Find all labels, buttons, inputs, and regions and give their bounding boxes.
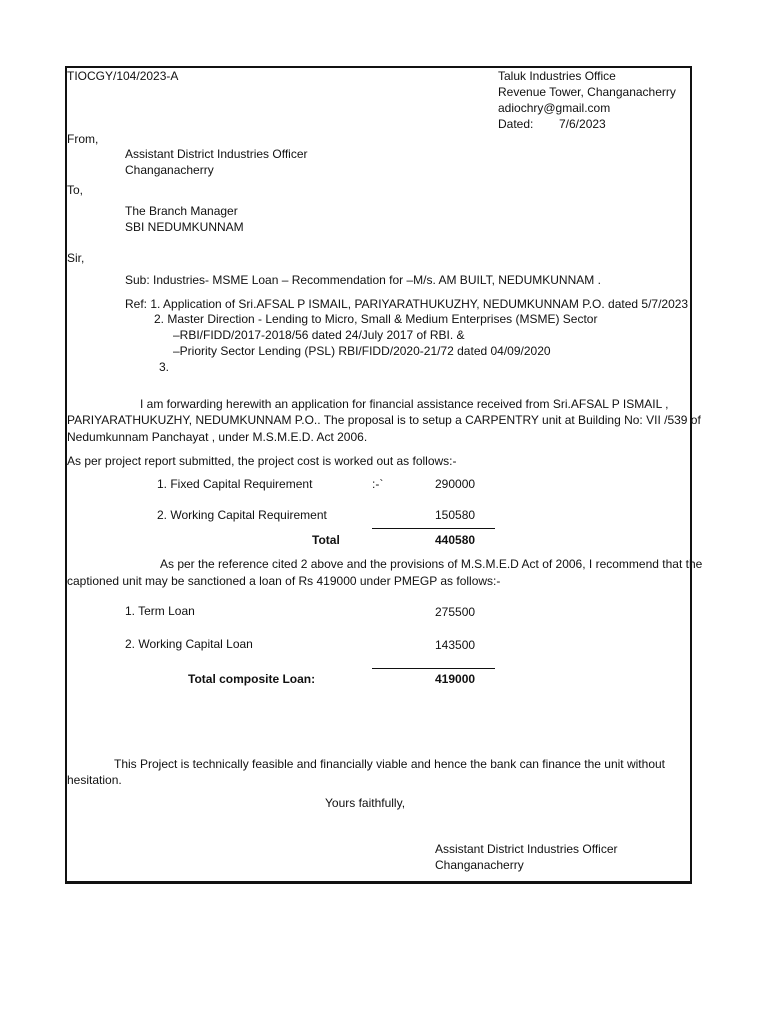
closing-line-2: hesitation. xyxy=(67,773,122,787)
cost-total-label: Total xyxy=(312,533,340,547)
loan-item-value: 275500 xyxy=(435,605,476,619)
office-address: Revenue Tower, Changanacherry xyxy=(498,85,676,99)
signature-line-1: Assistant District Industries Officer xyxy=(435,842,618,856)
yours-faithfully: Yours faithfully, xyxy=(325,796,406,810)
cost-item-label: 1. Fixed Capital Requirement xyxy=(157,477,313,491)
loan-item-value: 143500 xyxy=(435,638,476,652)
paragraph-1-line-2: PARIYARATHUKUZHY, NEDUMKUNNAM P.O.. The proposal is to setup a CARPENTRY unit at Building No: VII /539 of xyxy=(67,413,701,427)
reference-2b: –Priority Sector Lending (PSL) RBI/FIDD/2020-21/72 dated 04/09/2020 xyxy=(173,344,551,358)
cost-item-value: 150580 xyxy=(435,508,476,522)
loan-total-label: Total composite Loan: xyxy=(188,672,316,686)
letter-date: 7/6/2023 xyxy=(559,117,606,131)
reference-2: 2. Master Direction - Lending to Micro, Small & Medium Enterprises (MSME) Sector xyxy=(154,312,598,326)
to-label: To, xyxy=(67,183,84,197)
to-line-2: SBI NEDUMKUNNAM xyxy=(125,220,244,234)
cost-item-value: 290000 xyxy=(435,477,476,491)
reference-2a: –RBI/FIDD/2017-2018/56 dated 24/July 2017 of RBI. & xyxy=(173,328,465,342)
cost-item-label: 2. Working Capital Requirement xyxy=(157,508,327,522)
office-name: Taluk Industries Office xyxy=(498,69,616,83)
from-line-2: Changanacherry xyxy=(125,163,214,177)
paragraph-2-line-1: As per the reference cited 2 above and the provisions of M.S.M.E.D Act of 2006, I recommend that the xyxy=(160,557,703,571)
paragraph-2-line-2: captioned unit may be sanctioned a loan of Rs 419000 under PMEGP as follows:- xyxy=(67,574,501,588)
paragraph-1-line-1: I am forwarding herewith an application for financial assistance received from Sri.AFSAL P ISMAIL , xyxy=(140,397,669,411)
cost-total-value: 440580 xyxy=(435,533,476,547)
office-email: adiochry@gmail.com xyxy=(498,101,611,115)
cost-total-rule xyxy=(372,528,495,529)
from-label: From, xyxy=(67,132,99,146)
reference-3: 3. xyxy=(159,360,170,374)
from-line-1: Assistant District Industries Officer xyxy=(125,147,308,161)
project-cost-intro: As per project report submitted, the project cost is worked out as follows:- xyxy=(67,454,457,468)
salutation: Sir, xyxy=(67,251,85,265)
loan-item-label: 1. Term Loan xyxy=(125,604,195,618)
closing-line-1: This Project is technically feasible and financially viable and hence the bank can finance the unit without xyxy=(114,757,665,771)
reference-number: TIOCGY/104/2023-A xyxy=(67,69,179,83)
subject-line: Sub: Industries- MSME Loan – Recommendation for –M/s. AM BUILT, NEDUMKUNNAM . xyxy=(125,273,601,287)
signature-line-2: Changanacherry xyxy=(435,858,524,872)
cost-item-separator: :-` xyxy=(372,477,384,491)
reference-1: Ref: 1. Application of Sri.AFSAL P ISMAIL, PARIYARATHUKUZHY, NEDUMKUNNAM P.O. dated 5/7/2023 xyxy=(125,297,689,311)
loan-total-rule xyxy=(372,668,495,669)
paragraph-1-line-3: Nedumkunnam Panchayat , under M.S.M.E.D. Act 2006. xyxy=(67,430,368,444)
to-line-1: The Branch Manager xyxy=(125,204,238,218)
letter-page xyxy=(65,66,703,884)
loan-item-label: 2. Working Capital Loan xyxy=(125,637,253,651)
loan-total-value: 419000 xyxy=(435,672,476,686)
dated-label: Dated: xyxy=(498,117,534,131)
